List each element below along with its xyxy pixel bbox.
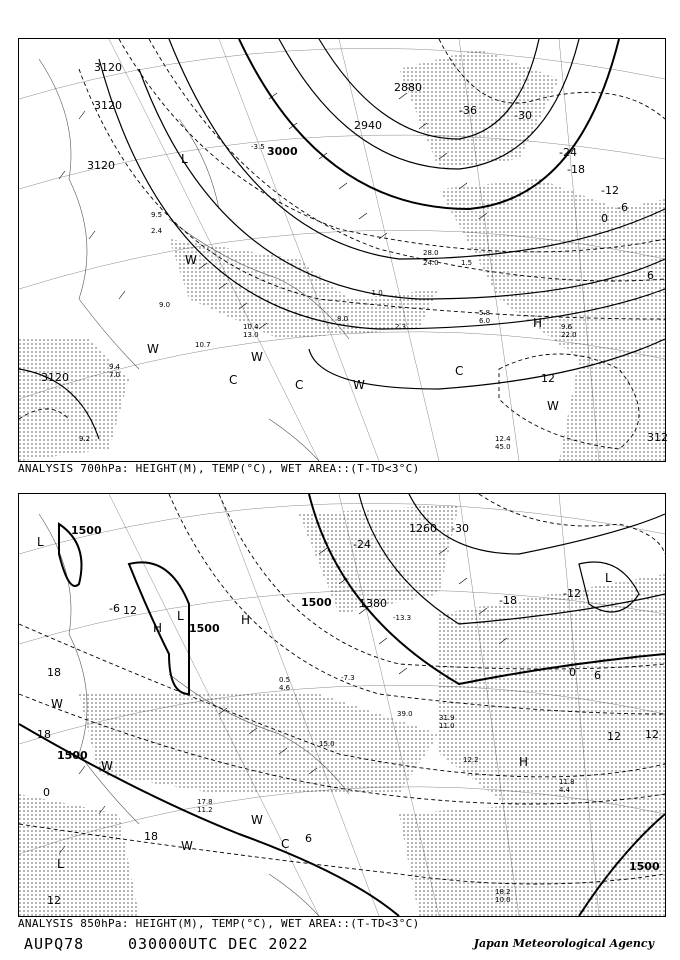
- system-marker: L: [177, 609, 184, 623]
- station-value: -7.3: [341, 674, 355, 682]
- temperature-label: -6: [109, 602, 120, 615]
- temperature-label: 0: [43, 786, 50, 799]
- temperature-label: -12: [601, 184, 619, 197]
- station-value: 13.0: [243, 331, 259, 339]
- system-marker: W: [147, 342, 159, 356]
- system-marker: W: [181, 839, 193, 853]
- station-value: 2.4: [151, 227, 163, 235]
- station-value: 4.4: [559, 786, 571, 794]
- system-marker: L: [605, 571, 612, 585]
- chart-850hpa-map: [19, 494, 665, 916]
- system-marker: L: [181, 152, 188, 166]
- station-value: -13.3: [393, 614, 412, 622]
- system-marker: H: [241, 613, 251, 627]
- station-value: 15.0: [319, 740, 335, 748]
- height-label: 1500: [71, 524, 102, 537]
- station-value: 12.2: [463, 756, 479, 764]
- system-marker: W: [185, 253, 197, 267]
- height-label: 3120: [94, 99, 122, 112]
- system-marker: H: [153, 621, 163, 635]
- temperature-label: -24: [559, 146, 577, 159]
- station-value: 9.6: [561, 323, 573, 331]
- station-value: 9.2: [79, 435, 91, 443]
- height-label: 1380: [359, 597, 387, 610]
- station-value: 9.4: [109, 363, 121, 371]
- system-marker: W: [51, 697, 63, 711]
- temperature-label: 18: [47, 666, 61, 679]
- chart-700hpa: [18, 38, 666, 462]
- system-marker: W: [101, 759, 113, 773]
- station-value: 17.8: [197, 798, 213, 806]
- station-value: 9.0: [159, 301, 171, 309]
- temperature-label: -18: [499, 594, 517, 607]
- station-value: 0.5: [279, 676, 291, 684]
- station-value: -1.0: [369, 289, 383, 297]
- station-value: 24.0: [423, 259, 439, 267]
- system-marker: L: [57, 857, 64, 871]
- station-value: 2.3: [395, 323, 407, 331]
- station-value: 45.0: [495, 443, 511, 451]
- system-marker: W: [353, 378, 365, 392]
- height-label: 3120: [87, 159, 115, 172]
- wet-area: [19, 504, 665, 916]
- caption-850hpa: ANALYSIS 850hPa: HEIGHT(M), TEMP(°C), WET AREA::(T-TD<3°C): [18, 917, 420, 930]
- station-value: 6.0: [479, 317, 491, 325]
- temperature-label: -30: [451, 522, 469, 535]
- station-value: 5.8: [479, 309, 491, 317]
- temperature-label: -18: [567, 163, 585, 176]
- height-label: 312: [647, 431, 668, 444]
- station-value: 1.5: [461, 259, 473, 267]
- temperature-label: 0: [569, 666, 576, 679]
- caption-700hpa: ANALYSIS 700hPa: HEIGHT(M), TEMP(°C), WET AREA::(T-TD<3°C): [18, 462, 420, 475]
- temperature-label: -30: [514, 109, 532, 122]
- height-label: 2880: [394, 81, 422, 94]
- station-value: 8.0: [337, 315, 349, 323]
- temperature-label: 12: [47, 894, 61, 907]
- station-value: 10.4: [243, 323, 259, 331]
- height-label: 3120: [94, 61, 122, 74]
- product-code: AUPQ78: [24, 935, 85, 953]
- station-value: 31.9: [439, 714, 455, 722]
- station-value: 18.2: [495, 888, 511, 896]
- temperature-label: 12: [123, 604, 137, 617]
- station-value: 12.4: [495, 435, 511, 443]
- temperature-label: -24: [353, 538, 371, 551]
- temperature-label: -36: [459, 104, 477, 117]
- height-label: 1500: [301, 596, 332, 609]
- height-label: 2940: [354, 119, 382, 132]
- system-marker: W: [251, 813, 263, 827]
- system-marker: H: [519, 755, 529, 769]
- chart-850hpa: [18, 493, 666, 917]
- temperature-label: 12: [607, 730, 621, 743]
- station-value: 7.0: [109, 371, 121, 379]
- temperature-label: 6: [305, 832, 312, 845]
- temperature-label: 18: [37, 728, 51, 741]
- station-value: 11.8: [559, 778, 575, 786]
- temperature-label: -12: [563, 587, 581, 600]
- system-marker: C: [295, 378, 304, 392]
- system-marker: C: [229, 373, 238, 387]
- system-marker: C: [455, 364, 464, 378]
- station-value: 28.0: [423, 249, 439, 257]
- temperature-label: 12: [541, 372, 555, 385]
- height-label: 3120: [41, 371, 69, 384]
- temperature-label: 0: [601, 212, 608, 225]
- height-label: 1260: [409, 522, 437, 535]
- station-value: 11.2: [197, 806, 213, 814]
- height-label: 1500: [57, 749, 88, 762]
- station-value: 9.5: [151, 211, 163, 219]
- temperature-label: 18: [144, 830, 158, 843]
- station-value: -3.5: [251, 143, 265, 151]
- temperature-label: 12: [645, 728, 659, 741]
- temperature-label: -6: [617, 201, 628, 214]
- temperature-label: 6: [594, 669, 601, 682]
- height-label: 3000: [267, 145, 298, 158]
- station-value: 10.7: [195, 341, 211, 349]
- height-label: 1500: [189, 622, 220, 635]
- system-marker: W: [547, 399, 559, 413]
- height-label: 1500: [629, 860, 660, 873]
- station-value: 4.6: [279, 684, 291, 692]
- valid-time: 030000UTC DEC 2022: [128, 935, 309, 953]
- station-value: 10.0: [495, 896, 511, 904]
- station-value: 39.0: [397, 710, 413, 718]
- station-value: 22.0: [561, 331, 577, 339]
- station-value: 11.0: [439, 722, 455, 730]
- system-marker: L: [37, 535, 44, 549]
- system-marker: C: [281, 837, 290, 851]
- system-marker: H: [533, 316, 543, 330]
- system-marker: W: [251, 350, 263, 364]
- temperature-label: 6: [647, 269, 654, 282]
- agency-credit: Japan Meteorological Agency: [473, 937, 654, 950]
- chart-700hpa-map: [19, 39, 668, 461]
